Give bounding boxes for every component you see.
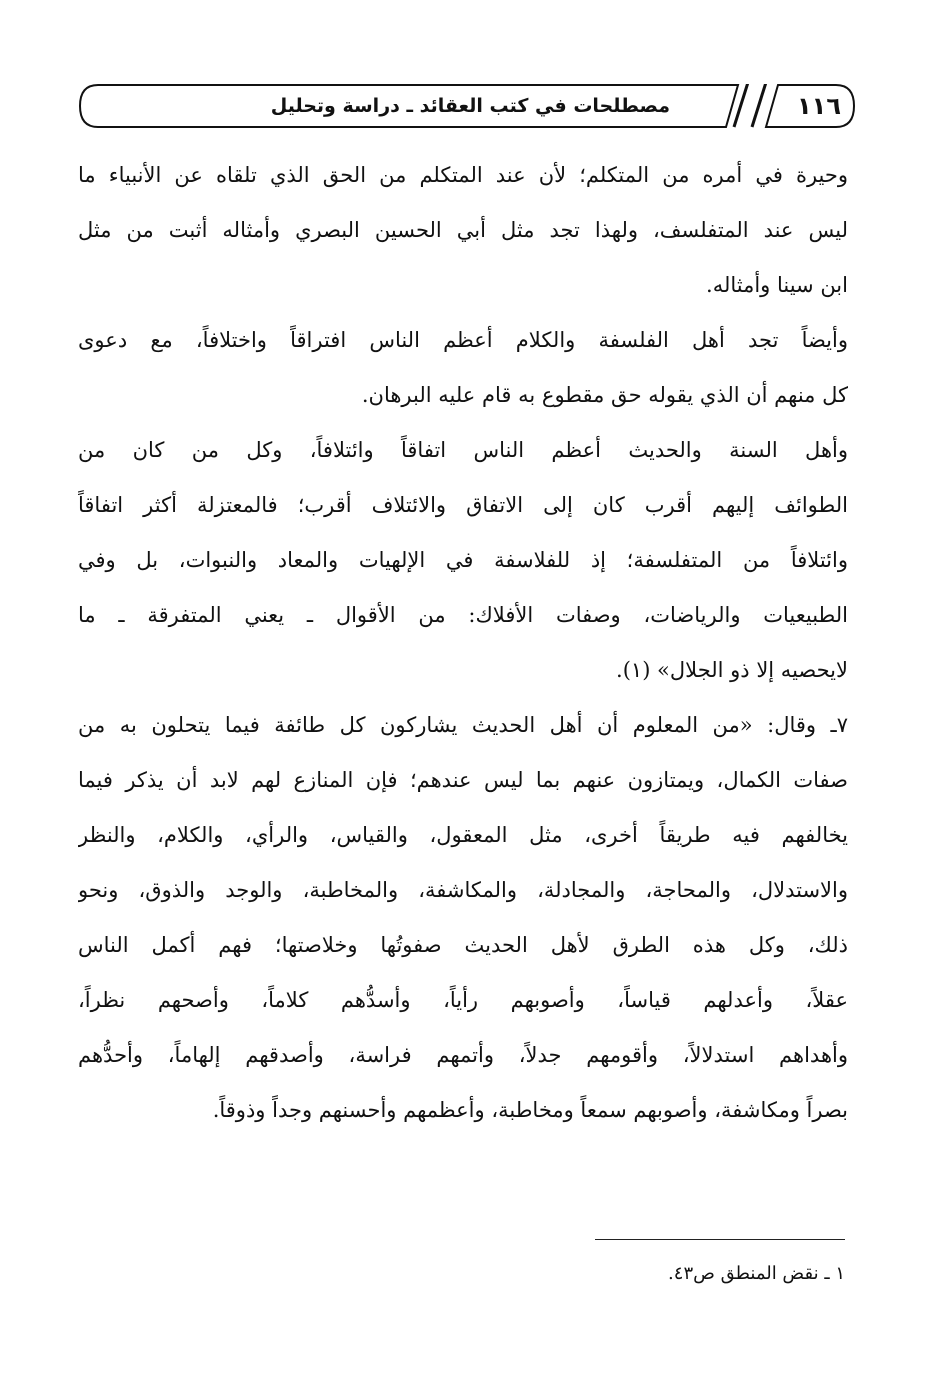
text-line: وأيضاً تجد أهل الفلسفة والكلام أعظم الناس افتراقاً واختلافاً، مع دعوى — [78, 328, 848, 352]
footnote: ١ ـ نقض المنطق ص٤٣. — [668, 1263, 845, 1284]
text-line: ذلك، وكل هذه الطرق لأهل الحديث صفوتُها وخلاصتها؛ فهم أكمل الناس — [78, 933, 848, 957]
text-line: ٧ـ وقال: «من المعلوم أن أهل الحديث يشاركون كل طائفة فيما يتحلون به من — [78, 713, 848, 737]
text-line: بصراً ومكاشفة، وأصوبهم سمعاً ومخاطبة، وأعظمهم وأحسنهم وجداً وذوقاً. — [212, 1098, 848, 1122]
text-line: ليس عند المتفلسف، ولهذا تجد مثل أبي الحسين البصري وأمثاله أثبت من مثل — [78, 218, 848, 242]
text-line: يخالفهم فيه طريقاً أخرى، مثل المعقول، والقياس، والرأي، والكلام، والنظر — [78, 823, 848, 847]
text-line: الطوائف إليهم أقرب كان إلى الاتفاق والائتلاف أقرب؛ فالمعتزلة أكثر اتفاقاً — [78, 493, 848, 517]
text-line: وأهل السنة والحديث أعظم الناس اتفاقاً وائتلافاً، وكل من كان من — [78, 438, 848, 462]
text-line: وأهداهم استدلالاً، وأقومهم جدلاً، وأتمهم فراسة، وأصدقهم إلهاماً، وأحدُّهم — [78, 1043, 848, 1067]
running-title: مصطلحات في كتب العقائد ـ دراسة وتحليل — [270, 95, 670, 117]
footnote-divider — [595, 1239, 845, 1240]
text-line: صفات الكمال، ويمتازون عنهم بما ليس عندهم؛ فإن المنازع لهم لابد أن يذكر فيما — [78, 768, 848, 792]
page-header — [78, 84, 856, 128]
text-line: الطبيعيات والرياضات، وصفات الأفلاك: من الأقوال ـ يعني المتفرقة ـ ما — [78, 603, 848, 627]
main-text — [78, 148, 848, 1138]
text-line: وحيرة في أمره من المتكلم؛ لأن عند المتكلم من الحق الذي تلقاه عن الأنبياء ما — [78, 163, 848, 187]
text-line: والاستدلال، والمحاجة، والمجادلة، والمكاشفة، والمخاطبة، والوجد والذوق، ونحو — [78, 878, 848, 902]
text-line: عقلاً، وأعدلهم قياساً، وأصوبهم رأياً، وأسدُّهم كلاماً، وأصحهم نظراً، — [78, 988, 848, 1012]
text-line: وائتلافاً من المتفلسفة؛ إذ للفلاسفة في الإلهيات والمعاد والنبوات، بل وفي — [78, 548, 848, 572]
page-number: ١١٦ — [797, 92, 841, 120]
text-line: كل منهم أن الذي يقوله حق مقطوع به قام عليه البرهان. — [361, 383, 848, 407]
text-line: لايحصيه إلا ذو الجلال» (١). — [616, 658, 848, 682]
text-line: ابن سينا وأمثاله. — [706, 273, 848, 297]
